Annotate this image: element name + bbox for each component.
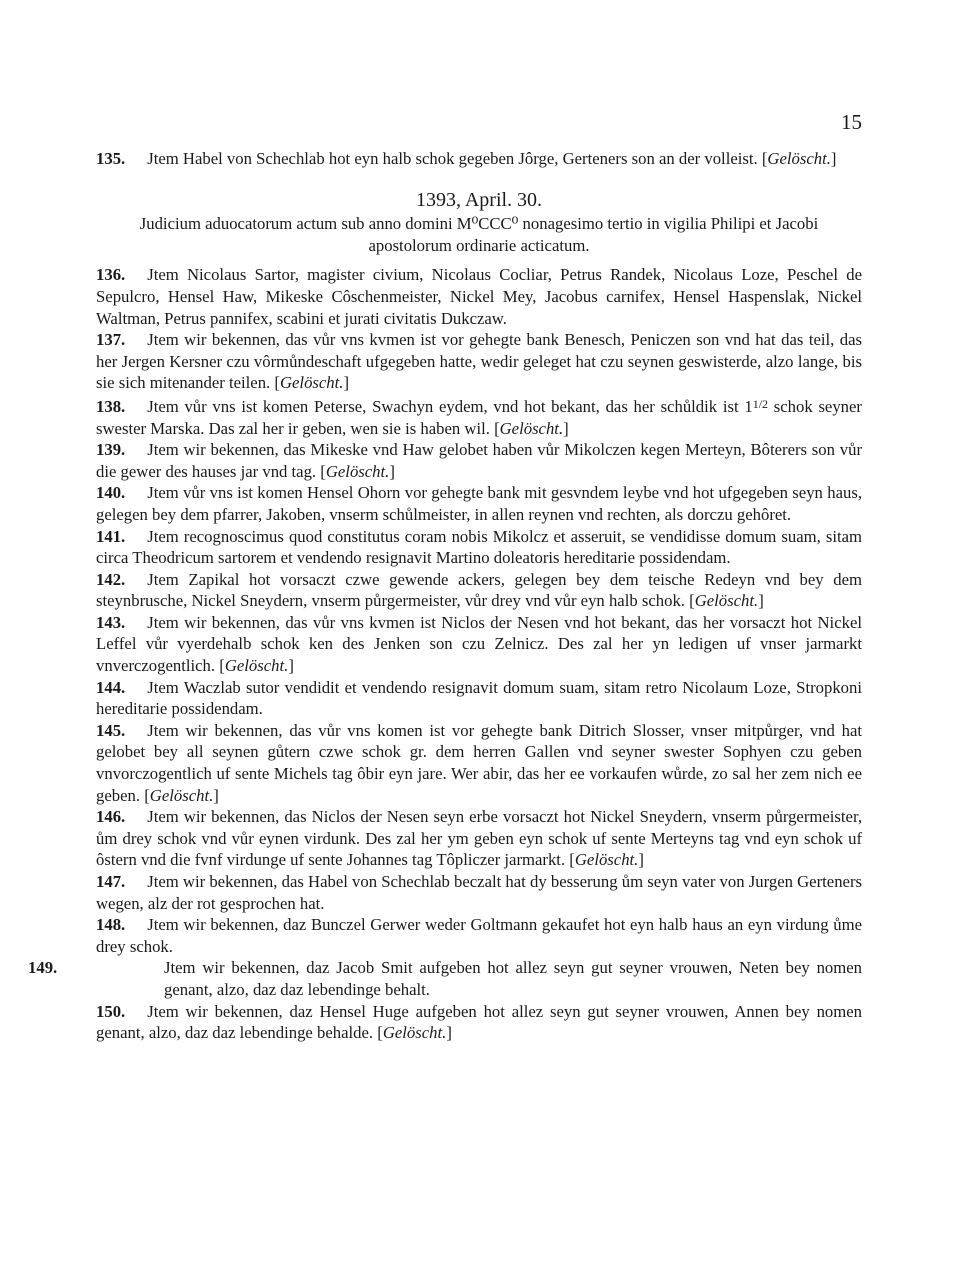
entry-text: Jtem wir bekennen, das Mikeske vnd Haw gelobet haben vůr Mikolczen kegen Merteyn, Bôterers son vůr die gewer des hauses jar vnd tag. (96, 440, 862, 481)
entry-number: 142. (96, 569, 126, 589)
entry-138: 138. Jtem vůr vns ist komen Peterse, Swachyn eydem, vnd hot bekant, das her schůldik ist $1^{1/2}$ schok seyner swester Marska. Das zal her ir geben, wen sie is haben wil. [Gelöscht.] (96, 396, 862, 438)
section-date: 1393, April. 30. (415, 188, 543, 211)
document-body (28, 148, 862, 1044)
entry-text: Jtem wir bekennen, das Niclos der Nesen seyn erbe vorsaczt hot Nickel Sneydern, vnserm půrgermeister, ům drey schok vnd vůr eynen virdunk. Des zal her ym geben eyn schok uf sente Merteyns tag vnd eyn schok uf ôstern vnd die fvnf virdunge uf sente Johannes tag Tôpliczer jarmarkt. (96, 807, 862, 870)
entry-139: 139. Jtem wir bekennen, das Mikeske vnd Haw gelobet haben vůr Mikolczen kegen Merteyn, Bôterers son vůr die gewer des hauses jar vnd tag. [Gelöscht.] (96, 440, 862, 481)
entry-142: 142. Jtem Zapikal hot vorsaczt czwe gewende ackers, gelegen bey dem teische Redeyn vnd bey dem steynbrusche, Nickel Sneydern, vnserm půrgermeister, vůr drey vnd vůr eyn halb schok. [Gelöscht.] (96, 569, 862, 611)
entry-text: Jtem Nicolaus Sartor, magister civium, Nicolaus Cocliar, Petrus Randek, Nicolaus Loze, Peschel de Sepulcro, Hensel Haw, Mikeske Côschenmeister, Nickel Mey, Jacobus carnifex, Hensel Haspenslak, Nickel Waltman, Petrus pannifex, scabini et jurati civitatis Dukczaw. (96, 265, 862, 328)
entry-150: 150. Jtem wir bekennen, daz Hensel Huge aufgeben hot allez seyn gut seyner vrouwen, Annen bey nomen genant, alzo, daz daz lebendinge behalde. [Gelöscht.] (96, 1001, 862, 1043)
entry-text: Jtem Habel von Schechlab hot eyn halb schok gegeben Jôrge, Gerteners son an der volleist. (147, 149, 758, 168)
deletion-note: Gelöscht. (767, 149, 831, 168)
entry-137: 137. Jtem wir bekennen, das vůr vns kvmen ist vor gehegte bank Benesch, Peniczen son vnd hat das teil, das her Jergen Kersner czu vôrmůndeschaft ufgegeben hatte, wedir geleget hat czu seynen geswisterde, alzo lange, bis sie sich mitenander teilen. [Gelöscht.] (96, 330, 862, 393)
entry-135: 135. Jtem Habel von Schechlab hot eyn halb schok gegeben Jôrge, Gerteners son an der volleist. [Gelöscht.] (96, 149, 837, 168)
entry-149 (28, 957, 862, 1000)
entry-147 (96, 871, 862, 914)
entry-number: 135. (96, 149, 126, 168)
entry-text: Jtem wir bekennen, das vůr vns komen ist vor gehegte bank Ditrich Slosser, vnser mitpůrger, vnd hat gelobet bey all seynen gůtern czwe schok gr. dem herren Gallen vnd seyner swester Sophyen czu geben vnvorczogentlich uf sente Michels tag ôbir eyn jare. Wer abir, das her ee vorkaufen wůrde, zo sal her zem nich ee geben. (96, 720, 862, 805)
entry-number: 144. (96, 677, 126, 697)
entry-text: Jtem vůr vns ist komen Peterse, Swachyn eydem, vnd hot bekant, das her schůldik ist 1 (147, 396, 753, 416)
fraction: 1/2 (752, 396, 769, 411)
entry-number: 138. (96, 396, 126, 416)
deletion-note: Gelöscht. (224, 656, 289, 676)
section-heading: Judicium aduocatorum actum sub anno domini M⁰CCC⁰ nonagesimo tertio in vigilia Philipi et Jacobi apostolorum ordinarie acticatum. (139, 214, 819, 255)
entry-148 (96, 914, 862, 957)
entry-141 (96, 526, 862, 569)
entry-text: Jtem wir bekennen, daz Bunczel Gerwer weder Goltmann gekaufet hot eyn halb haus an eyn virdung ůme drey schok. (96, 915, 862, 956)
deletion-note: Gelöscht. (279, 373, 344, 393)
entry-136 (96, 264, 862, 329)
entry-146: 146. Jtem wir bekennen, das Niclos der Nesen seyn erbe vorsaczt hot Nickel Sneydern, vnserm půrgermeister, ům drey schok vnd vůr eynen virdunk. Des zal her ym geben eyn schok uf sente Merteyns tag vnd eyn schok uf ôstern vnd die fvnf virdunge uf sente Johannes tag Tôpliczer jarmarkt. [Gelöscht.] (96, 807, 862, 870)
entry-text: Jtem wir bekennen, das Habel von Schechlab beczalt hat dy besserung ům seyn vater von Jurgen Gerteners wegen, alz der rot gesprochen hat. (96, 872, 862, 913)
entry-number: 147. (96, 872, 126, 891)
entry-140 (96, 482, 862, 525)
deletion-note: Gelöscht. (149, 785, 214, 805)
entry-text: Jtem wir bekennen, daz Hensel Huge aufgeben hot allez seyn gut seyner vrouwen, Annen bey nomen genant, alzo, daz daz lebendinge behalde. (96, 1001, 862, 1043)
entry-number: 149. (28, 958, 58, 978)
entry-text-continued: schok seyner swester Marska. Das zal her ir geben, wen sie is haben wil. (96, 396, 862, 438)
deletion-note: Gelöscht. (382, 1023, 447, 1043)
deletion-note: Gelöscht. (574, 850, 639, 870)
entry-text: Jtem wir bekennen, daz Jacob Smit aufgeben hot allez seyn gut seyner vrouwen, Neten bey nomen genant, alzo, daz daz lebendinge behalt. (164, 958, 862, 999)
entry-number: 148. (96, 915, 126, 935)
entry-text: Jtem wir bekennen, das vůr vns kvmen ist vor gehegte bank Benesch, Peniczen son vnd hat das teil, das her Jergen Kersner czu vôrmůndeschaft ufgegeben hatte, wedir geleget hat czu seynen geswisterde, alzo lange, bis sie sich mitenander teilen. (96, 330, 862, 393)
entry-number: 140. (96, 483, 126, 503)
entry-number: 146. (96, 807, 126, 827)
entry-text: Jtem vůr vns ist komen Hensel Ohorn vor gehegte bank mit gesvndem leybe vnd hot ufgegeben seyn haus, gelegen bey dem pfarrer, Jakoben, vnserm schůlmeister, in allen reynen vnd rechten, als dorczu gehôret. (96, 483, 862, 524)
deletion-note: Gelöscht. (325, 461, 390, 481)
entry-number: 136. (96, 265, 126, 285)
entry-text: Jtem Waczlab sutor vendidit et vendendo resignavit domum suam, sitam retro Nicolaum Loze, Stropkoni hereditarie possidendam. (96, 677, 862, 719)
entry-143: 143. Jtem wir bekennen, das vůr vns kvmen ist Niclos der Nesen vnd hot bekant, das her vorsaczt hot Nickel Leffel vůr vyerdehalb schok ken des Jenken son czu Zelnicz. Des zal her yn ledigen uf vnser jarmarkt vnverczogentlich. [Gelöscht.] (96, 612, 862, 676)
deletion-note: Gelöscht. (499, 418, 564, 438)
page-number: 15 (841, 110, 862, 134)
entry-145: 145. Jtem wir bekennen, das vůr vns komen ist vor gehegte bank Ditrich Slosser, vnser mitpůrger, vnd hat gelobet bey all seynen gůtern czwe schok gr. dem herren Gallen vnd seyner swester Sophyen czu geben vnvorczogentlich uf sente Michels tag ôbir eyn jare. Wer abir, das her ee vorkaufen wůrde, zo sal her zem nich ee geben. [Gelöscht.] (96, 720, 862, 805)
entry-number: 141. (96, 526, 126, 546)
deletion-note: Gelöscht. (694, 591, 759, 611)
entry-text: Jtem recognoscimus quod constitutus coram nobis Mikolcz et asseruit, se vendidisse domum suam, sitam circa Theodricum sartorem et vendendo resignavit Martino doleatoris hereditarie possidendam. (96, 526, 862, 568)
entry-number: 145. (96, 720, 126, 740)
entry-text: Jtem Zapikal hot vorsaczt czwe gewende ackers, gelegen bey dem teische Redeyn vnd bey dem steynbrusche, Nickel Sneydern, vnserm půrgermeister, vůr drey vnd vůr eyn halb schok. (96, 569, 862, 611)
entry-number: 139. (96, 440, 126, 460)
entry-144 (96, 677, 862, 720)
entry-number: 143. (96, 612, 126, 632)
entry-number: 150. (96, 1001, 126, 1021)
entry-number: 137. (96, 330, 126, 350)
entry-text: Jtem wir bekennen, das vůr vns kvmen ist Niclos der Nesen vnd hot bekant, das her vorsaczt hot Nickel Leffel vůr vyerdehalb schok ken des Jenken son czu Zelnicz. Des zal her yn ledigen uf vnser jarmarkt vnverczogentlich. (96, 612, 862, 676)
